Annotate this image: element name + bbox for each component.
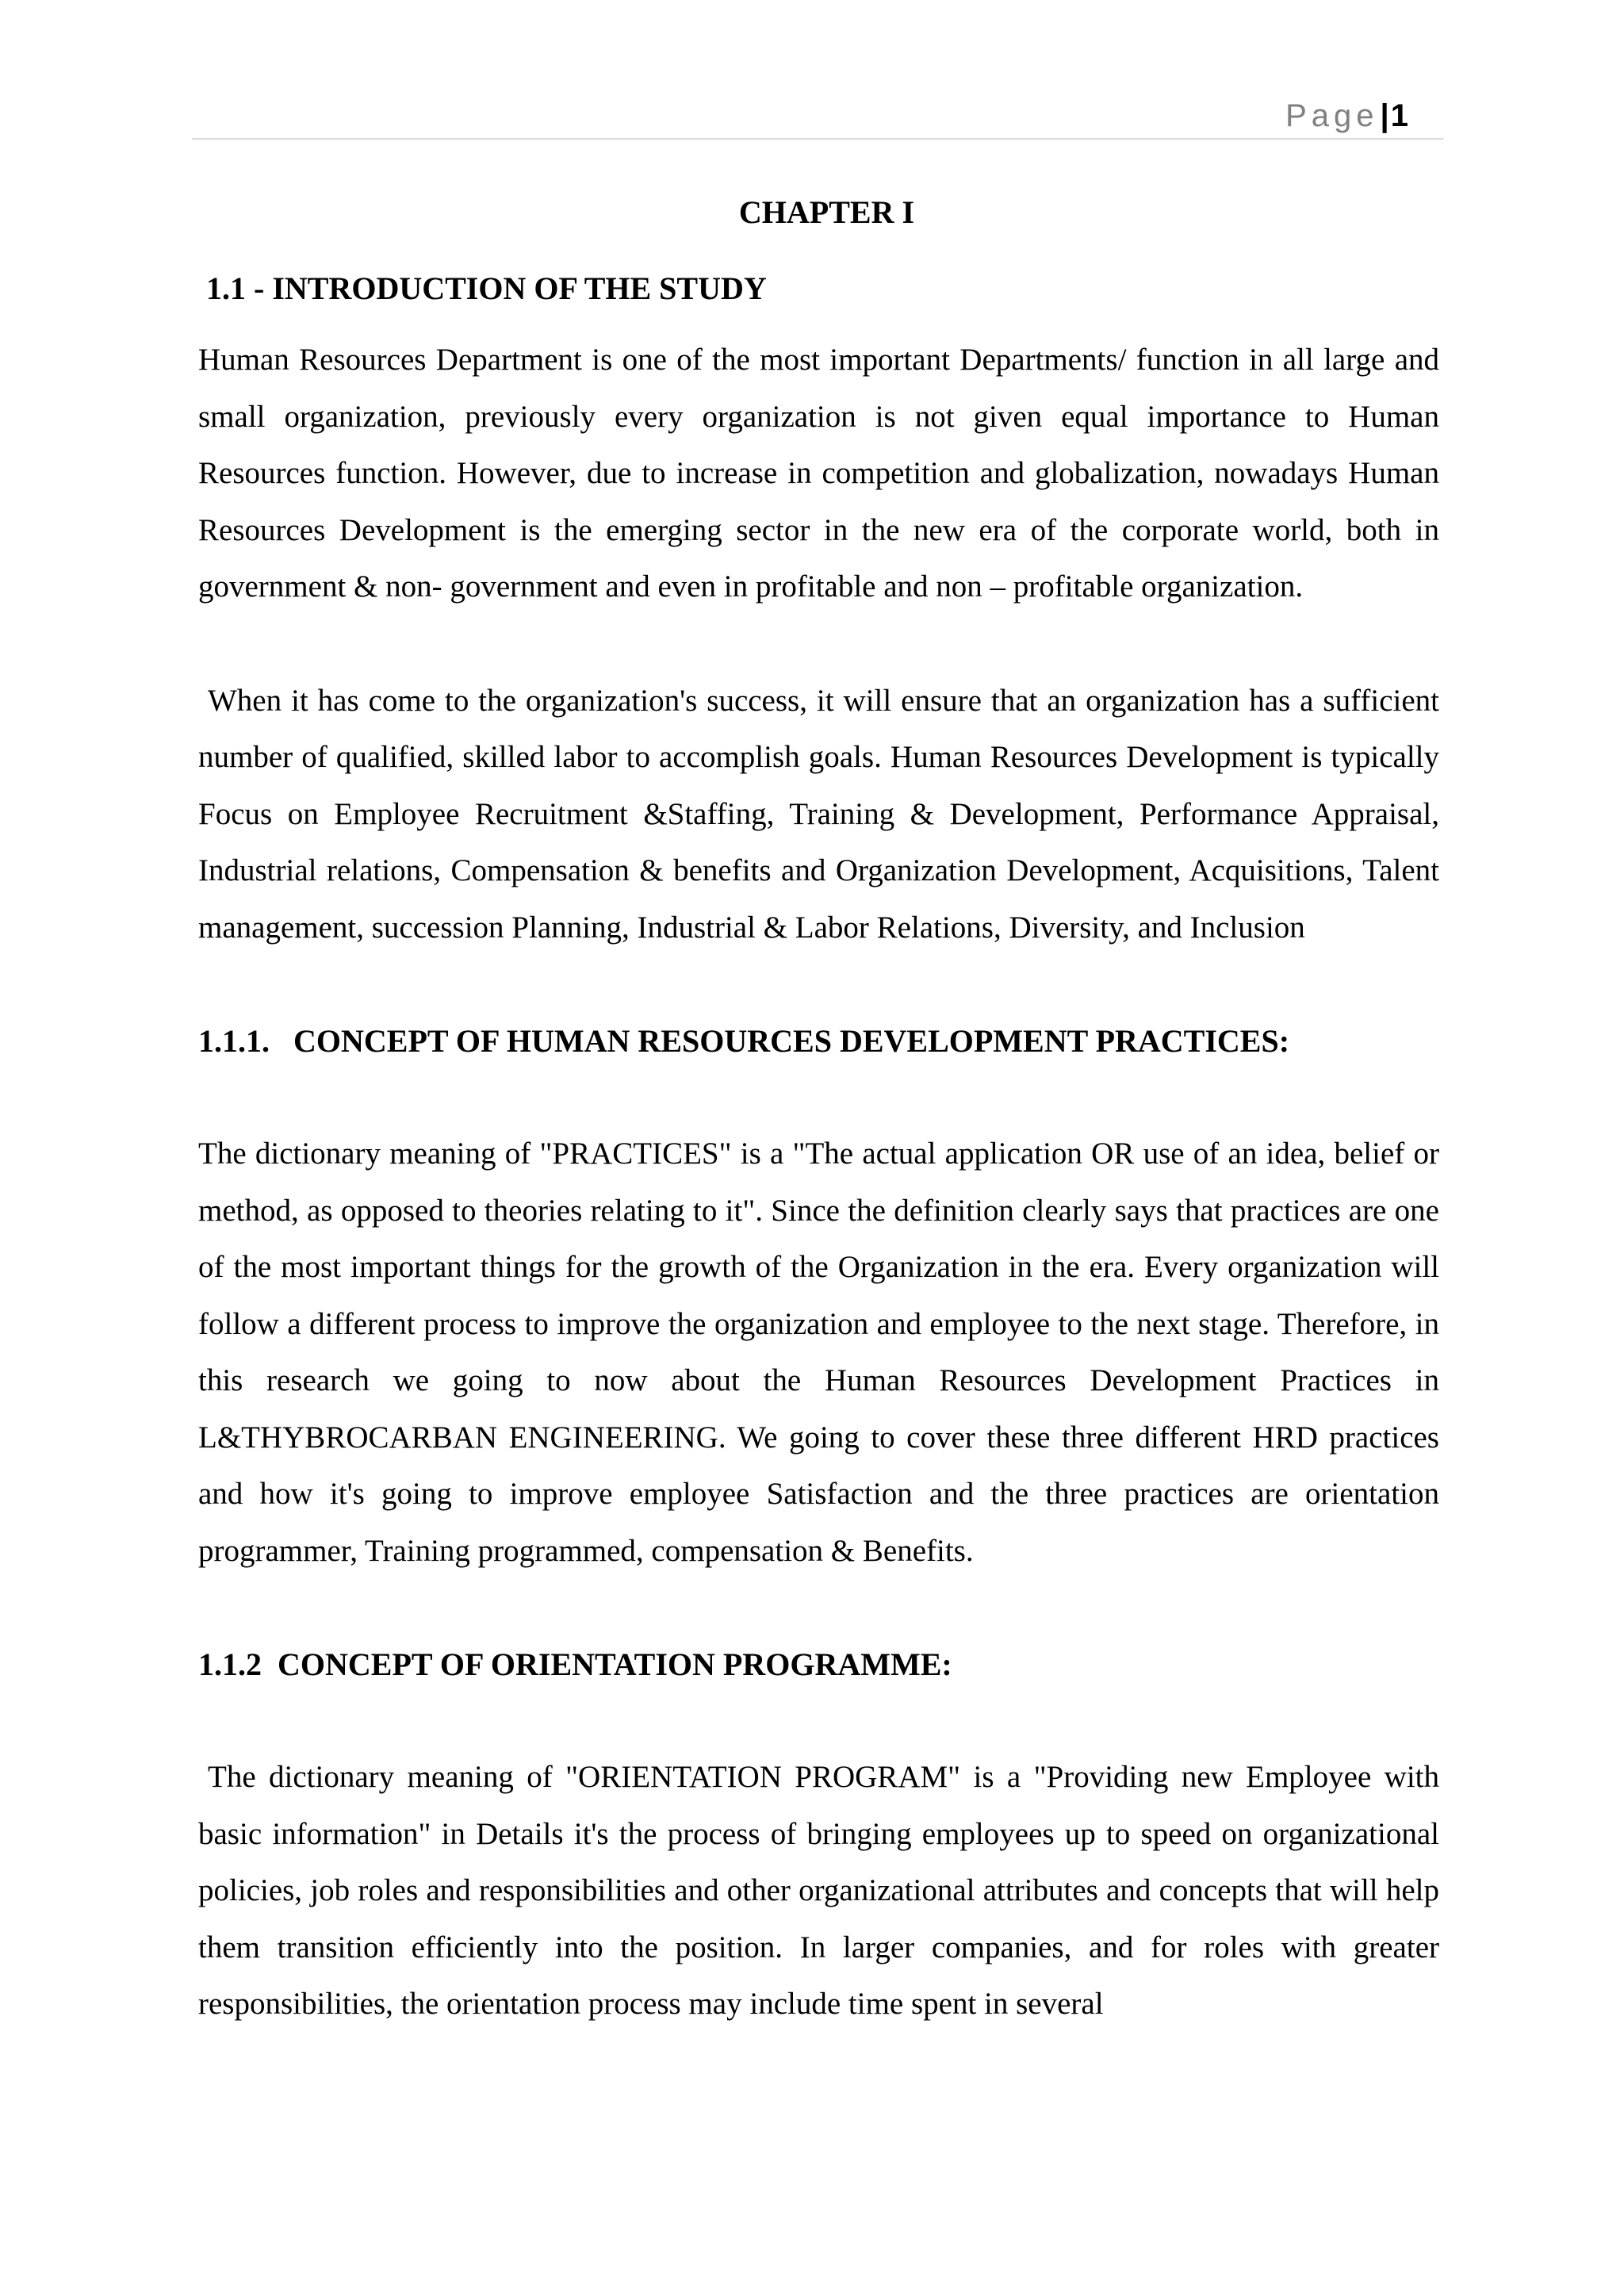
section-heading-orientation: 1.1.2 CONCEPT OF ORIENTATION PROGRAMME: (198, 1646, 952, 1682)
page-number: 1 (1390, 98, 1408, 133)
paragraph-spacer (198, 615, 1439, 673)
paragraph-spacer (198, 956, 1439, 1013)
chapter-title: CHAPTER I (738, 194, 915, 230)
section-heading-hrd-practices: 1.1.1. CONCEPT OF HUMAN RESOURCES DEVELOPMENT PRACTICES: (198, 1023, 1290, 1059)
paragraph-spacer (198, 1579, 1439, 1636)
paragraph-introduction-1: Human Resources Department is one of the most important Departments/ function in all large and small organization, previously every organization is not given equal importance to Human Resources function. However, due to increase in competition and globalization, nowadays Human Resources Development is the emerging sector in the new era of the corporate world, both in government & non- government and even in profitable and non – profitable organization. (198, 343, 1439, 604)
paragraph-spacer (198, 1070, 1439, 1125)
page-number-label (1285, 98, 1408, 134)
paragraph-hrd-practices: The dictionary meaning of "PRACTICES" is a "The actual application OR use of an idea, belief or method, as opposed to theories relating to it". Since the definition clearly says that practices are one of the most important things for the growth of the Organization in the era. Every organization will follow a different process to improve the organization and employee to the next stage. Therefore, in this research we going to now about the Human Resources Development Practices in L&THYBROCARBAN ENGINEERING. We going to cover these three different HRD practices and how it's going to improve employee Satisfaction and the three practices are orientation programmer, Training programmed, compensation & Benefits. (198, 1137, 1439, 1568)
paragraph-spacer (198, 1693, 1439, 1749)
document-body (198, 184, 1439, 2033)
section-heading-introduction: 1.1 - INTRODUCTION OF THE STUDY (206, 270, 767, 306)
page-word: Page (1285, 98, 1379, 133)
paragraph-orientation: The dictionary meaning of "ORIENTATION PROGRAM" is a "Providing new Employee with basic information" in Details it's the process of bringing employees up to speed on organizational policies, job roles and responsibilities and other organizational attributes and concepts that will help them transition efficiently into the position. In larger companies, and for roles with greater responsibilities, the orientation process may include time spent in several (198, 1760, 1439, 2021)
paragraph-introduction-2: When it has come to the organization's success, it will ensure that an organization has a sufficient number of qualified, skilled labor to accomplish goals. Human Resources Development is typically Focus on Employee Recruitment &Staffing, Training & Development, Performance Appraisal, Industrial relations, Compensation & benefits and Organization Development, Acquisitions, Talent management, succession Planning, Industrial & Labor Relations, Diversity, and Inclusion (198, 683, 1439, 945)
page-separator: | (1380, 98, 1391, 133)
page-header (192, 94, 1443, 140)
